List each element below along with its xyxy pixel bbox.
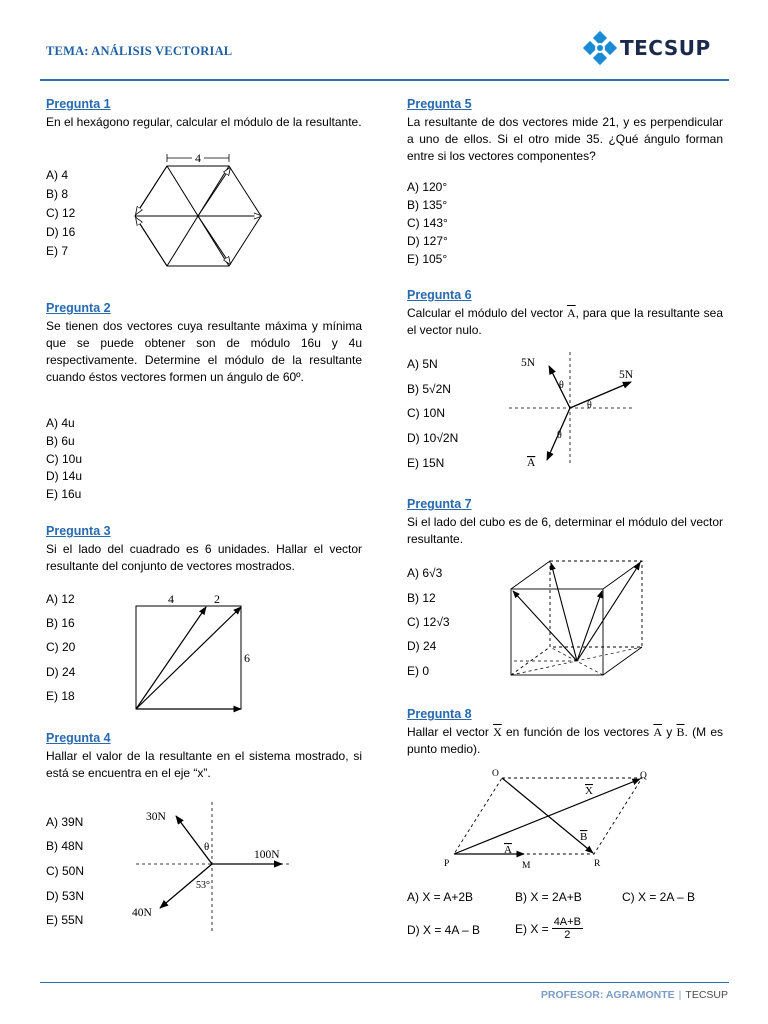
option-d[interactable]: D) X = 4A – B (407, 923, 481, 937)
vector-a-label: A (504, 844, 512, 856)
question-2 (46, 301, 362, 386)
header-divider (40, 79, 729, 81)
question-6-title: Pregunta 6 (407, 288, 472, 302)
point-p: P (444, 859, 450, 869)
question-5-title: Pregunta 5 (407, 97, 472, 111)
theta-2: θ (587, 400, 592, 411)
option-c[interactable]: C) 50N (46, 864, 85, 878)
option-d[interactable]: D) 53N (46, 889, 85, 903)
option-a[interactable]: A) 39N (46, 815, 84, 829)
question-2-title: Pregunta 2 (46, 301, 111, 315)
footer-org: TECSUP (685, 989, 728, 1001)
theta-label: θ (204, 841, 210, 853)
question-6-text: Calcular el módulo del vector $\overline{A}$, para que la resultante sea el vector nulo. (407, 306, 723, 337)
force-5n-left: 5N (521, 357, 536, 369)
question-3-title: Pregunta 3 (46, 524, 111, 538)
option-b[interactable]: B) 48N (46, 839, 84, 853)
option-e[interactable]: E) 0 (407, 664, 430, 678)
force-40n: 40N (132, 907, 152, 919)
logo-text: TECSUP (620, 36, 711, 60)
null-resultant-figure (505, 350, 645, 470)
footer-divider (40, 982, 729, 983)
question-8-options (407, 890, 729, 950)
option-d[interactable]: D) 10√2N (407, 431, 459, 445)
option-c[interactable]: C) 12√3 (407, 615, 450, 629)
option-d[interactable]: D) 16 (46, 225, 76, 239)
point-r: R (594, 859, 601, 869)
option-b[interactable]: B) X = 2A+B (515, 890, 582, 904)
question-5 (407, 97, 723, 165)
question-6 (407, 288, 723, 339)
vector-x-label: X (585, 785, 593, 797)
option-c[interactable]: C) 10u (46, 452, 83, 466)
option-c[interactable]: C) 143° (407, 216, 448, 230)
option-b[interactable]: B) 16 (46, 616, 75, 630)
theta-1: θ (559, 380, 564, 391)
option-a[interactable]: A) 4 (46, 168, 69, 182)
question-8 (407, 707, 723, 758)
option-d[interactable]: D) 14u (46, 469, 83, 483)
question-4 (46, 731, 362, 782)
option-d[interactable]: D) 24 (407, 639, 437, 653)
point-o: O (492, 769, 499, 779)
question-7 (407, 497, 723, 548)
option-e[interactable]: E) 7 (46, 244, 69, 258)
vector-a-symbol: $\overline{A}$ (566, 306, 576, 320)
fraction-denominator: 2 (564, 929, 571, 941)
option-a[interactable]: A) 5N (407, 357, 438, 371)
angle-53: 53° (196, 880, 210, 891)
footer-separator: | (678, 989, 682, 1001)
tecsup-logo (584, 32, 744, 66)
option-e[interactable]: E) 15N (407, 456, 445, 470)
parallelogram-figure (440, 764, 660, 874)
square-figure (130, 590, 265, 715)
option-c[interactable]: C) 20 (46, 640, 76, 654)
option-a[interactable]: A) 120° (407, 180, 448, 194)
page-header-title: TEMA: ANÁLISIS VECTORIAL (46, 44, 233, 58)
option-b[interactable]: B) 5√2N (407, 382, 451, 396)
option-b[interactable]: B) 6u (46, 434, 75, 448)
option-e-label: E) X = (515, 921, 549, 936)
page-footer (541, 989, 728, 1001)
question-1-title: Pregunta 1 (46, 97, 111, 111)
option-a[interactable]: A) 6√3 (407, 566, 443, 580)
label-6: 6 (244, 651, 250, 665)
option-c[interactable]: C) 10N (407, 406, 446, 420)
theta-3: θ (557, 430, 562, 441)
tecsup-logo-icon (584, 32, 616, 64)
footer-profesor: PROFESOR: AGRAMONTE (540, 989, 675, 1001)
vector-b-label: B (580, 831, 588, 843)
option-c[interactable]: C) 12 (46, 206, 76, 220)
option-e[interactable]: E) 105° (407, 252, 448, 266)
option-e-fraction (552, 916, 583, 941)
option-e[interactable]: E) 55N (46, 913, 84, 927)
option-a[interactable]: A) 4u (46, 416, 75, 430)
option-b[interactable]: B) 12 (407, 591, 436, 605)
option-b[interactable]: B) 135° (407, 198, 448, 212)
option-c[interactable]: C) X = 2A – B (622, 890, 696, 904)
forces-figure (130, 800, 300, 935)
option-a[interactable]: A) X = A+2B (407, 890, 474, 904)
question-3-text: Si el lado del cuadrado es 6 unidades. Hallar el vector resultante del conjunto de vectores mostrados. (46, 542, 362, 573)
question-8-title: Pregunta 8 (407, 707, 472, 721)
hexagon-figure (120, 148, 280, 273)
label-4: 4 (168, 592, 174, 606)
option-a[interactable]: A) 12 (46, 592, 75, 606)
fraction-numerator: 4A+B (553, 916, 581, 928)
force-5n-right: 5N (619, 369, 634, 381)
question-7-text: Si el lado del cubo es de 6, determinar el módulo del vector resultante. (407, 515, 723, 546)
option-e[interactable]: E) 16u (46, 487, 82, 501)
point-q: Q (640, 771, 647, 781)
label-2: 2 (214, 592, 220, 606)
question-3 (46, 524, 362, 575)
question-5-text: La resultante de dos vectores mide 21, y es perpendicular a uno de ellos. Si el otro mide 35. ¿Qué ángulo forman entre si los vectores componentes? (407, 115, 723, 163)
option-d[interactable]: D) 24 (46, 665, 76, 679)
point-m: M (522, 861, 531, 871)
force-100n: 100N (254, 849, 280, 861)
option-d[interactable]: D) 127° (407, 234, 448, 248)
cube-figure (505, 555, 650, 680)
question-8-text: Hallar el vector $\overline{X}$ en función de los vectores $\overline{A}$ y $\overline{B}$. (M es punto medio). (407, 725, 723, 756)
question-4-title: Pregunta 4 (46, 731, 111, 745)
question-7-title: Pregunta 7 (407, 497, 472, 511)
vector-a-label: A (527, 457, 536, 469)
side-label: 4 (195, 151, 201, 165)
force-30n: 30N (146, 811, 166, 823)
option-e[interactable] (515, 916, 583, 941)
question-2-text: Se tienen dos vectores cuya resultante máxima y mínima que se puede obtener son de módulo 16u y 4u respectivamente. Determine el módulo de la resultante cuando éstos vectores formen un ángulo de 60º. (46, 319, 362, 384)
question-4-text: Hallar el valor de la resultante en el sistema mostrado, si está se encuentra en el eje “x”. (46, 749, 362, 780)
question-1-text: En el hexágono regular, calcular el módulo de la resultante. (46, 115, 362, 129)
option-e[interactable]: E) 18 (46, 689, 75, 703)
question-1 (46, 97, 362, 131)
option-b[interactable]: B) 8 (46, 187, 69, 201)
